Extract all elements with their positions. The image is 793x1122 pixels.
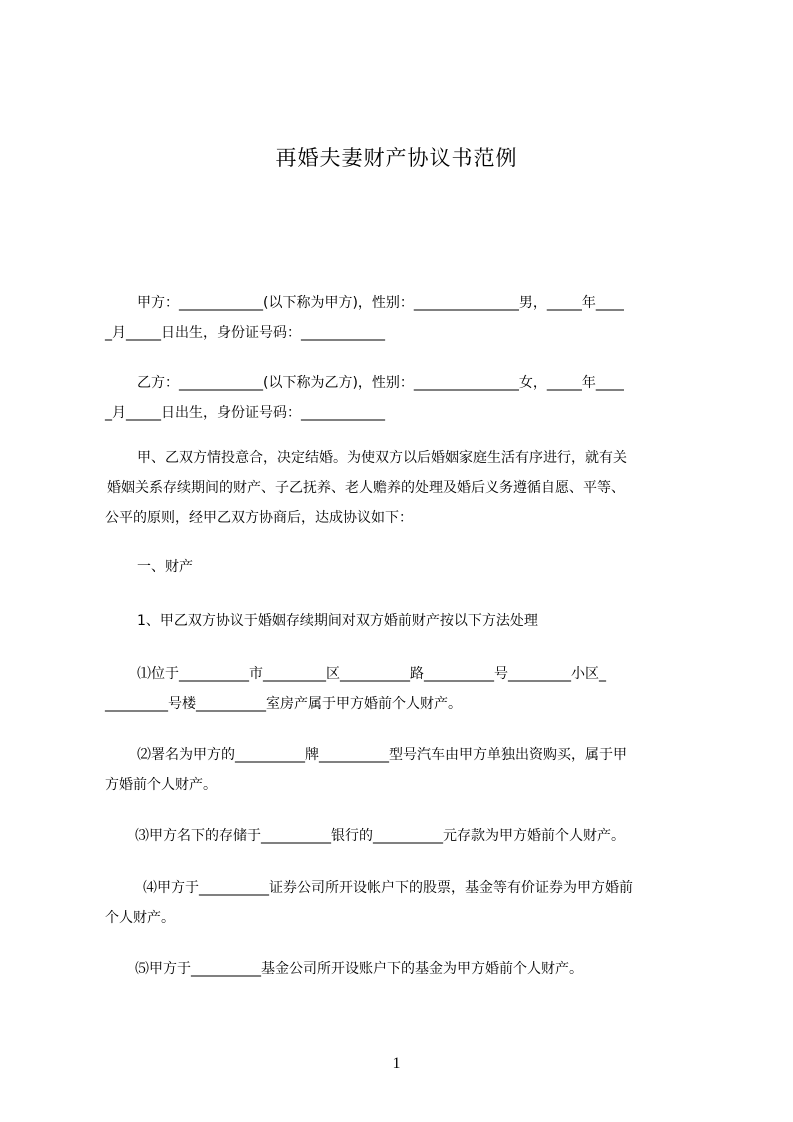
party-b-line-2: _月_____日出生，身份证号码：____________ [105, 405, 385, 421]
item-3-paragraph [105, 821, 705, 851]
party-b-line-1: 乙方：____________(以下称为乙方)，性别：_______________女，_____年____ [137, 375, 624, 391]
preamble-paragraph [105, 443, 705, 533]
clause-1-block [105, 606, 705, 636]
preamble-line-1: 甲、乙双方情投意合，决定结婚。为使双方以后婚姻家庭生活有序进行，就有关 [137, 450, 627, 466]
clause-1-text: 1、甲乙双方协议于婚姻存续期间对双方婚前财产按以下方法处理 [137, 613, 538, 629]
preamble-line-3: 公平的原则，经甲乙双方协商后，达成协议如下： [105, 510, 413, 526]
party-b-paragraph [105, 368, 705, 428]
party-a-line-2: _月_____日出生，身份证号码：____________ [105, 325, 385, 341]
item-1-line-2: _________号楼__________室房产属于甲方婚前个人财产。 [105, 696, 462, 712]
party-a-paragraph [105, 288, 705, 348]
item-1-paragraph [105, 659, 705, 719]
item-4-line-2: 个人财产。 [105, 910, 175, 926]
document-title: 再婚夫妻财产协议书范例 [275, 146, 518, 170]
item-5-line-1: ⑸甲方于__________基金公司所开设账户下的基金为甲方婚前个人财产。 [135, 961, 583, 977]
item-1-line-1: ⑴位于__________市_________区__________路__________号_________小区_ [137, 666, 606, 682]
party-a-line-1: 甲方：____________(以下称为甲方)，性别：_______________男，_____年____ [137, 295, 624, 311]
item-2-paragraph [105, 740, 705, 800]
item-4-line-1: ⑷甲方于__________证券公司所开设帐户下的股票，基金等有价证券为甲方婚前 [143, 880, 633, 896]
item-3-line-1: ⑶甲方名下的存储于__________银行的__________元存款为甲方婚前个人财产。 [135, 828, 625, 844]
section-1-heading-block [105, 552, 705, 582]
preamble-line-2: 婚姻关系存续期间的财产、子乙抚养、老人赡养的处理及婚后义务遵循自愿、平等、 [107, 480, 625, 496]
item-2-line-1: ⑵署名为甲方的__________牌__________型号汽车由甲方单独出资购买，属于甲 [137, 747, 627, 763]
item-4-paragraph [105, 873, 705, 933]
item-5-paragraph [105, 954, 705, 984]
section-1-heading: 一、财产 [137, 559, 193, 575]
page-number: 1 [392, 1055, 401, 1072]
item-2-line-2: 方婚前个人财产。 [105, 777, 217, 793]
